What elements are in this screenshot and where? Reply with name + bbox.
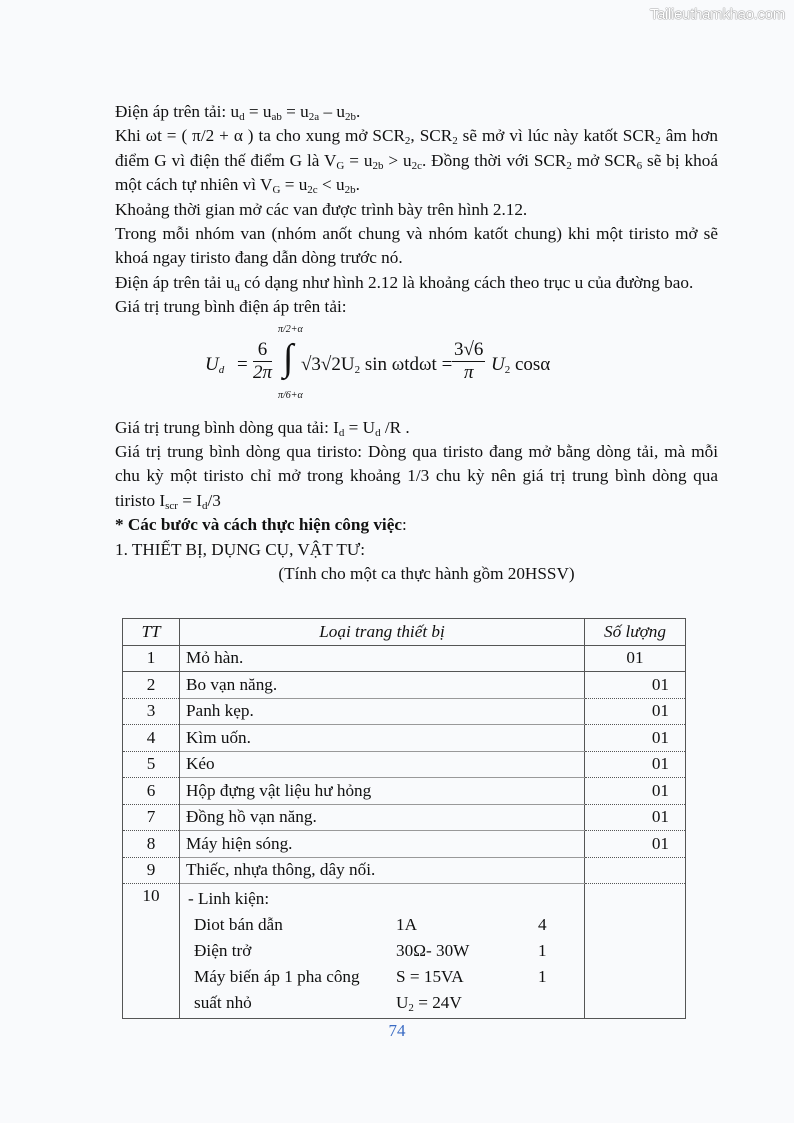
header-equipment: Loại trang thiết bị	[180, 619, 585, 646]
integral-sign: ∫	[283, 336, 294, 379]
table-caption: (Tính cho một ca thực hành gồm 20HSSV)	[278, 564, 575, 584]
table-row: 4 Kìm uốn. 01	[123, 725, 686, 752]
formula-eq: =	[237, 353, 248, 375]
table-row-components: 10 - Linh kiện: Diot bán dẫn 1A 4 Điện trở 30Ω- 30W 1 Máy biến áp 1 pha công S = 15VA 1 suất nhỏ $U_2 = 24V$	[123, 884, 686, 1019]
table-row: 6 Hộp đựng vật liệu hư hỏng 01	[123, 778, 686, 805]
paragraph-avg-current: Giá trị trung bình dòng qua tải: $I_d = U_d$ /R .	[115, 417, 410, 439]
equipment-table	[122, 618, 686, 1019]
table-row: 3 Panh kẹp. 01	[123, 698, 686, 725]
table-row: 9 Thiếc, nhựa thông, dây nối.	[123, 857, 686, 884]
formula-integrand: $√3√2U_2$ sin ωtdωt =	[301, 353, 453, 376]
components-heading: - Linh kiện:	[188, 889, 270, 908]
formula-lhs: $U_d$	[205, 353, 225, 376]
header-tt: TT	[123, 619, 180, 646]
table-row: 8 Máy hiện sóng. 01	[123, 831, 686, 858]
paragraph-valve-group: Trong mỗi nhóm van (nhóm anốt chung và nhóm katốt chung) khi một tiristo mở sẽ khoá ngay tiristo đang dẫn dòng trước nó.	[115, 224, 718, 268]
section-heading-equipment: 1. THIẾT BỊ, DỤNG CỤ, VẬT TƯ:	[115, 539, 365, 559]
components-list: Diot bán dẫn 1A 4 Điện trở 30Ω- 30W 1 Máy biến áp 1 pha công S = 15VA 1 suất nhỏ $U_2 = 24V$	[194, 915, 547, 1014]
page-number: 74	[388, 1021, 406, 1040]
header-quantity: Số lượng	[585, 619, 686, 646]
formula-ud	[115, 320, 718, 416]
table-header-row	[123, 619, 686, 646]
formula-frac2: $\frac{3√6}{\pi}$	[454, 338, 484, 383]
table-row: 2 Bo vạn năng. 01	[123, 672, 686, 699]
paragraph-thyristor-current: Giá trị trung bình dòng qua tiristo: Dòng qua tiristo đang mở bằng dòng tải, mà mỗi chu kỳ một tiristo chỉ mở trong khoảng 1/3 chu kỳ nên giá trị trung bình dòng qua tiristo $I_{scr} = I_d/3$	[115, 442, 718, 512]
paragraph-scr-trigger: Khi ωt = ( π/2 + α ) ta cho xung mở $SCR_2$, $SCR_2$ sẽ mở vì lúc này katốt $SCR_2$ âm hơn điểm G vì điện thế điểm G là $V_G = u_{2b} > u_{2c}$. Đồng thời với $SCR_2$ mở $SCR_6$ sẽ bị khoá một cách tự nhiên vì $V_G = u_{2c} < u_{2b}$.	[115, 126, 718, 197]
paragraph-open-time: Khoảng thời gian mở các van được trình bày trên hình 2.12.	[115, 199, 528, 219]
integral-lower-limit: π/6+α	[278, 389, 303, 401]
table-row: 1 Mỏ hàn. 01	[123, 645, 686, 672]
components-cell	[180, 884, 585, 1019]
watermark: Tailieuthamkhao.com	[649, 6, 785, 23]
table-row: 7 Đồng hồ vạn năng. 01	[123, 804, 686, 831]
steps-heading: * Các bước và cách thực hiện công việc:	[115, 515, 407, 535]
formula-rhs: $U_2$ cosα	[491, 353, 551, 376]
paragraph-avg-voltage: Giá trị trung bình điện áp trên tải:	[115, 297, 347, 317]
document-body	[115, 100, 718, 587]
table-row: 5 Kéo 01	[123, 751, 686, 778]
integral-upper-limit: π/2+α	[278, 323, 303, 335]
paragraph-load-voltage: Điện áp trên tải: $u_d = u_{ab} = u_{2a} - u_{2b}$.	[115, 102, 361, 123]
paragraph-ud-shape: Điện áp trên tải $u_d$ có dạng như hình 2.12 là khoảng cách theo trục u của đường bao.	[115, 272, 694, 294]
formula-frac1: $\frac{6}{2\pi}$	[253, 338, 273, 383]
